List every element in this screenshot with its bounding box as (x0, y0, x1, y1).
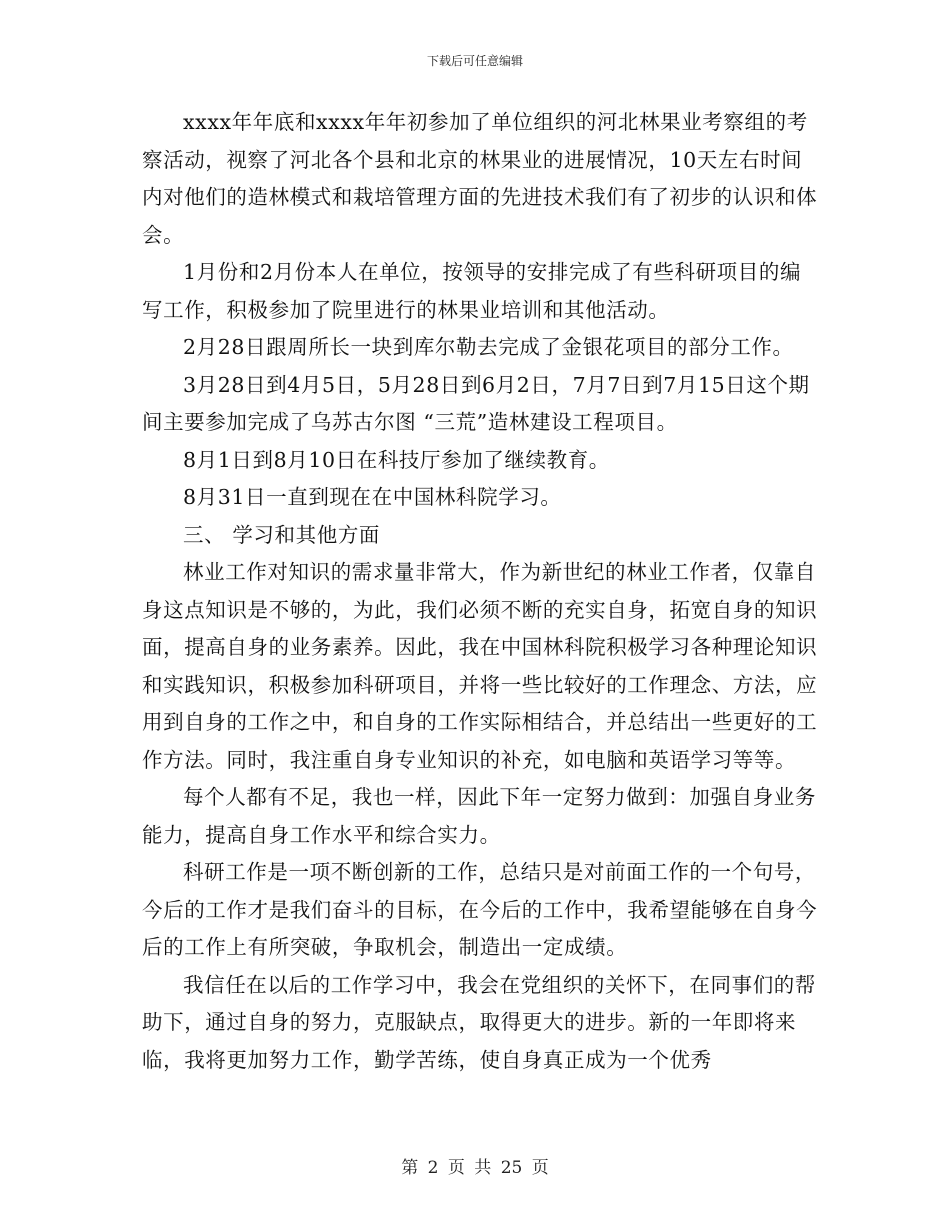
page-footer: 第 2 页 共 25 页 (401, 1158, 549, 1178)
document-body (142, 104, 818, 1079)
section-heading: 三、 学习和其他方面 (183, 522, 381, 547)
paragraph: 8月31日一直到现在在中国林科院学习。 (183, 485, 562, 509)
paragraph: 我信任在以后的工作学习中，我会在党组织的关怀下，在同事们的帮助下，通过自身的努力，克服缺点，取得更大的进步。新的一年即将来临，我将更加努力工作，勤学苦练，使自身真正成为一个优秀 (142, 972, 816, 1072)
paragraph: 科研工作是一项不断创新的工作，总结只是对前面工作的一个句号，今后的工作才是我们奋斗的目标，在今后的工作中，我希望能够在自身今后的工作上有所突破，争取机会，制造出一定成绩。 (142, 860, 818, 959)
page-header: 下载后可任意编辑 (426, 54, 523, 68)
paragraph: xxxx年年底和xxxx年年初参加了单位组织的河北林果业考察组的考察活动，视察了河北各个县和北京的林果业的进展情况，10天左右时间内对他们的造林模式和栽培管理方面的先进技术我们有了初步的认识和体会。 (142, 110, 818, 247)
paragraph: 2月28日跟周所长一块到库尔勒去完成了金银花项目的部分工作。 (183, 335, 794, 359)
paragraph: 8月1日到8月10日在科技厅参加了继续教育。 (183, 447, 610, 472)
paragraph: 每个人都有不足，我也一样，因此下年一定努力做到：加强自身业务能力，提高自身工作水平和综合实力。 (142, 785, 816, 847)
paragraph: 1月份和2月份本人在单位，按领导的安排完成了有些科研项目的编写工作，积极参加了院里进行的林果业培训和其他活动。 (142, 260, 802, 322)
paragraph: 林业工作对知识的需求量非常大，作为新世纪的林业工作者，仅靠自身这点知识是不够的，为此，我们必须不断的充实自身，拓宽自身的知识面，提高自身的业务素养。因此，我在中国林科院积极学习各种理论知识和实践知识，积极参加科研项目，并将一些比较好的工作理念、方法，应用到自身的工作之中，和自身的工作实际相结合，并总结出一些更好的工作方法。同时，我注重自身专业知识的补充，如电脑和英语学习等等。 (142, 560, 818, 772)
paragraph: 3月28日到4月5日，5月28日到6月2日，7月7日到7月15日这个期间主要参加完成了乌苏古尔图 “三荒”造林建设工程项目。 (142, 372, 810, 434)
